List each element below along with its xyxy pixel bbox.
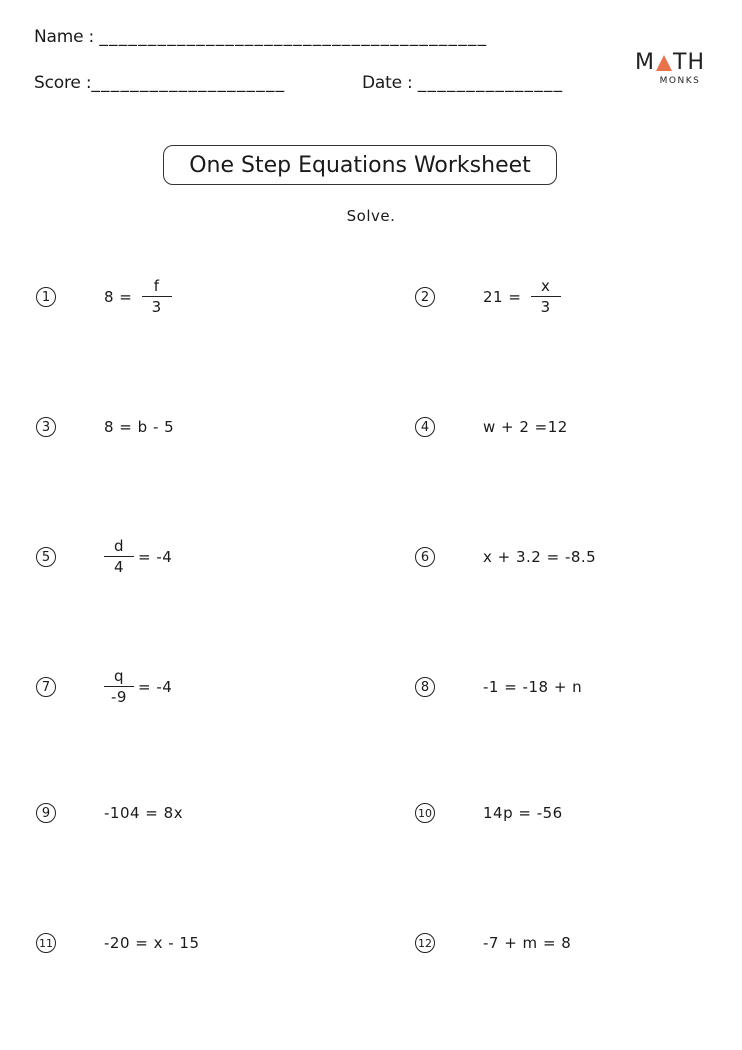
problem-1 [36, 277, 162, 316]
problem-11 [36, 933, 200, 953]
denominator: -9 [111, 688, 127, 706]
problem-12 [415, 933, 572, 953]
problem-number-badge: 7 [36, 677, 56, 697]
problem-number-badge: 2 [415, 287, 435, 307]
problem-8 [415, 677, 583, 697]
equation [104, 277, 176, 317]
triangle-icon [656, 55, 672, 71]
date-label: Date : [362, 73, 413, 93]
math-monks-logo [628, 52, 712, 86]
equation: -1 = -18 + n [483, 678, 583, 696]
problem-number-badge: 11 [36, 933, 56, 953]
problem-7 [36, 667, 173, 706]
name-label: Name : [34, 27, 95, 47]
problem-number-badge: 9 [36, 803, 56, 823]
fraction [531, 277, 561, 317]
worksheet-title: One Step Equations Worksheet [163, 145, 557, 185]
denominator: 3 [151, 298, 162, 316]
problem-5 [36, 537, 173, 576]
equation: -20 = x - 15 [104, 934, 200, 952]
date-blank[interactable]: _______________ [417, 73, 564, 93]
problem-number-badge: 10 [415, 803, 435, 823]
problem-4 [415, 417, 568, 437]
equation [483, 277, 565, 317]
fraction [142, 277, 172, 317]
problem-number-badge: 4 [415, 417, 435, 437]
equation-lhs: 21 = [483, 288, 527, 306]
numerator: f [142, 277, 172, 297]
problem-6 [415, 547, 597, 567]
problem-number-badge: 6 [415, 547, 435, 567]
denominator: 4 [113, 558, 125, 576]
numerator: x [531, 277, 561, 297]
problem-3 [36, 417, 175, 437]
date-field[interactable] [362, 73, 563, 93]
name-field[interactable] [34, 27, 487, 47]
score-blank[interactable]: ____________________ [91, 73, 286, 93]
equation: w + 2 =12 [483, 418, 568, 436]
problem-number-badge: 5 [36, 547, 56, 567]
equation: 14p = -56 [483, 804, 563, 822]
problem-2 [415, 277, 551, 316]
logo-subtitle: MONKS [659, 76, 701, 86]
score-label: Score : [34, 73, 92, 93]
equation-rhs: = -4 [138, 548, 173, 566]
name-blank[interactable]: ________________________________________ [99, 27, 488, 47]
problem-10 [415, 803, 563, 823]
equation: -7 + m = 8 [483, 934, 572, 952]
numerator: d [104, 537, 134, 557]
equation [100, 667, 172, 707]
equation [100, 537, 172, 577]
equation: -104 = 8x [104, 804, 184, 822]
numerator: q [104, 667, 134, 687]
instruction-text: Solve. [346, 207, 396, 225]
problem-number-badge: 12 [415, 933, 435, 953]
problem-number-badge: 1 [36, 287, 56, 307]
equation-rhs: = -4 [138, 678, 173, 696]
score-field[interactable] [34, 73, 285, 93]
equation-lhs: 8 = [104, 288, 138, 306]
denominator: 3 [540, 298, 551, 316]
logo-wordmark: M TH [635, 50, 705, 75]
problem-number-badge: 3 [36, 417, 56, 437]
fraction [104, 667, 134, 707]
problem-number-badge: 8 [415, 677, 435, 697]
problem-9 [36, 803, 184, 823]
equation: 8 = b - 5 [104, 418, 175, 436]
equation: x + 3.2 = -8.5 [483, 548, 597, 566]
fraction [104, 537, 134, 577]
